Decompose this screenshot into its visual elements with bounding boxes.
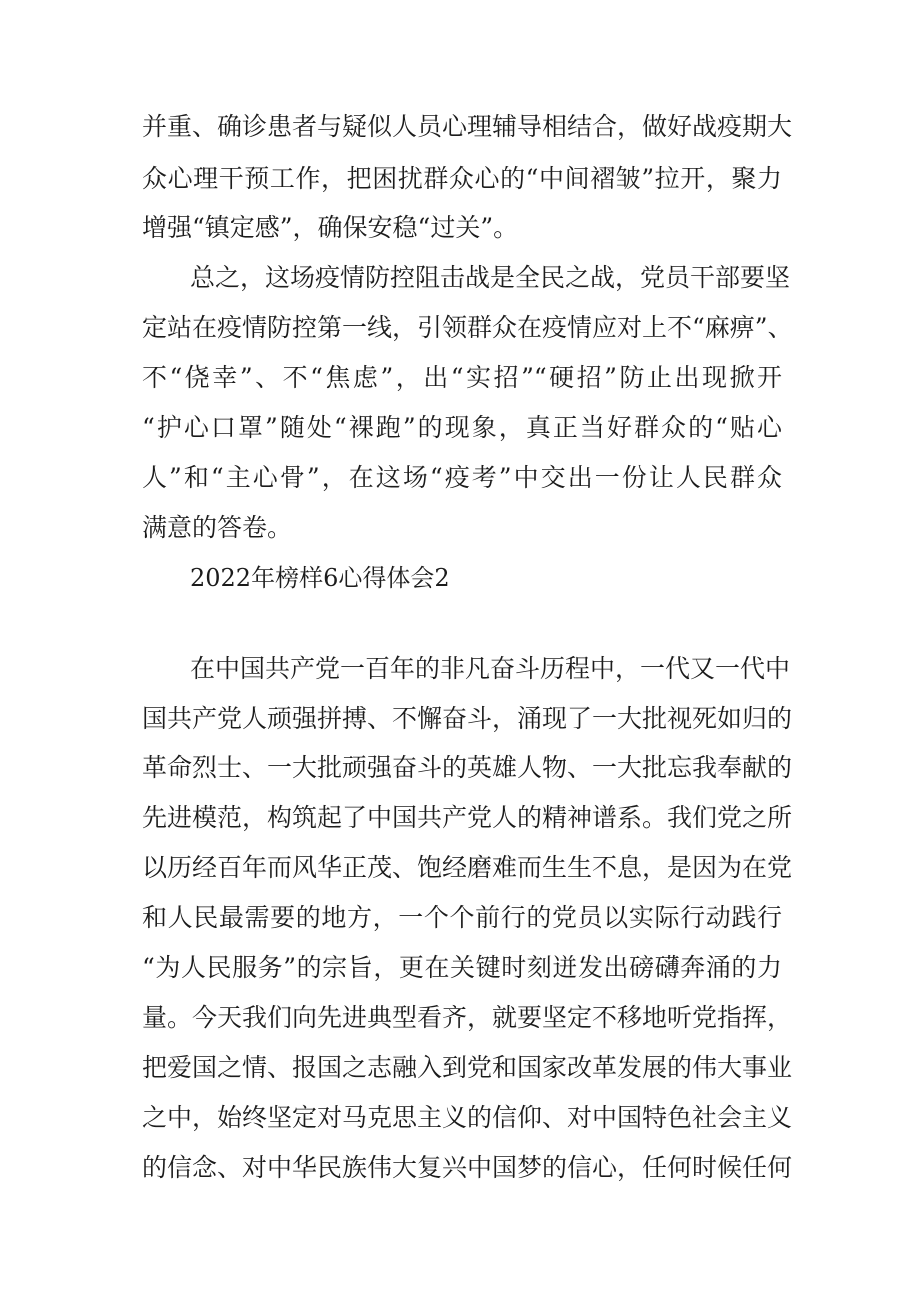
paragraph-2-line-2: 定站在疫情防控第一线，引领群众在疫情应对上不“麻痹”、: [142, 313, 793, 342]
paragraph-2-line-1: 总之，这场疫情防控阻击战是全民之战，党员干部要坚: [190, 263, 791, 292]
paragraph-3-line-5: 以历经百年而风华正茂、饱经磨难而生生不息，是因为在党: [142, 853, 793, 882]
paragraph-3-line-11: 的信念、对中华民族伟大复兴中国梦的信心，任何时候任何: [142, 1153, 793, 1182]
paragraph-1-line-3: 增强“镇定感”，确保安稳“过关”。: [142, 213, 519, 242]
paragraph-3-line-7: “为人民服务”的宗旨，更在关键时刻迸发出磅礴奔涌的力: [142, 953, 782, 982]
paragraph-3-line-2: 国共产党人顽强拼搏、不懈奋斗，涌现了一大批视死如归的: [142, 704, 793, 733]
paragraph-1-line-2: 众心理干预工作，把困扰群众心的“中间褶皱”拉开，聚力: [142, 164, 782, 193]
paragraph-2-line-4: “护心口罩”随处“裸跑”的现象，真正当好群众的“贴心: [142, 413, 782, 442]
paragraph-2-line-5: 人”和“主心骨”，在这场“疫考”中交出一份让人民群众: [142, 463, 782, 492]
paragraph-3-line-3: 革命烈士、一大批顽强奋斗的英雄人物、一大批忘我奉献的: [142, 753, 793, 782]
paragraph-2-line-6: 满意的答卷。: [142, 513, 293, 542]
paragraph-2-line-3: 不“侥幸”、不“焦虑”，出“实招”“硬招”防止出现掀开: [142, 363, 782, 392]
paragraph-3-line-1: 在中国共产党一百年的非凡奋斗历程中，一代又一代中: [190, 654, 791, 683]
paragraph-3-line-4: 先进模范，构筑起了中国共产党人的精神谱系。我们党之所: [142, 803, 793, 832]
paragraph-3-line-9: 把爱国之情、报国之志融入到党和国家改革发展的伟大事业: [142, 1053, 793, 1082]
paragraph-1-line-1: 并重、确诊患者与疑似人员心理辅导相结合，做好战疫期大: [142, 112, 793, 141]
paragraph-3-line-6: 和人民最需要的地方，一个个前行的党员以实际行动践行: [142, 903, 782, 932]
section-heading: 2022年榜样6心得体会2: [190, 564, 450, 592]
paragraph-3-line-8: 量。今天我们向先进典型看齐，就要坚定不移地听党指挥，: [142, 1003, 793, 1032]
paragraph-3-line-10: 之中，始终坚定对马克思主义的信仰、对中国特色社会主义: [142, 1103, 793, 1132]
